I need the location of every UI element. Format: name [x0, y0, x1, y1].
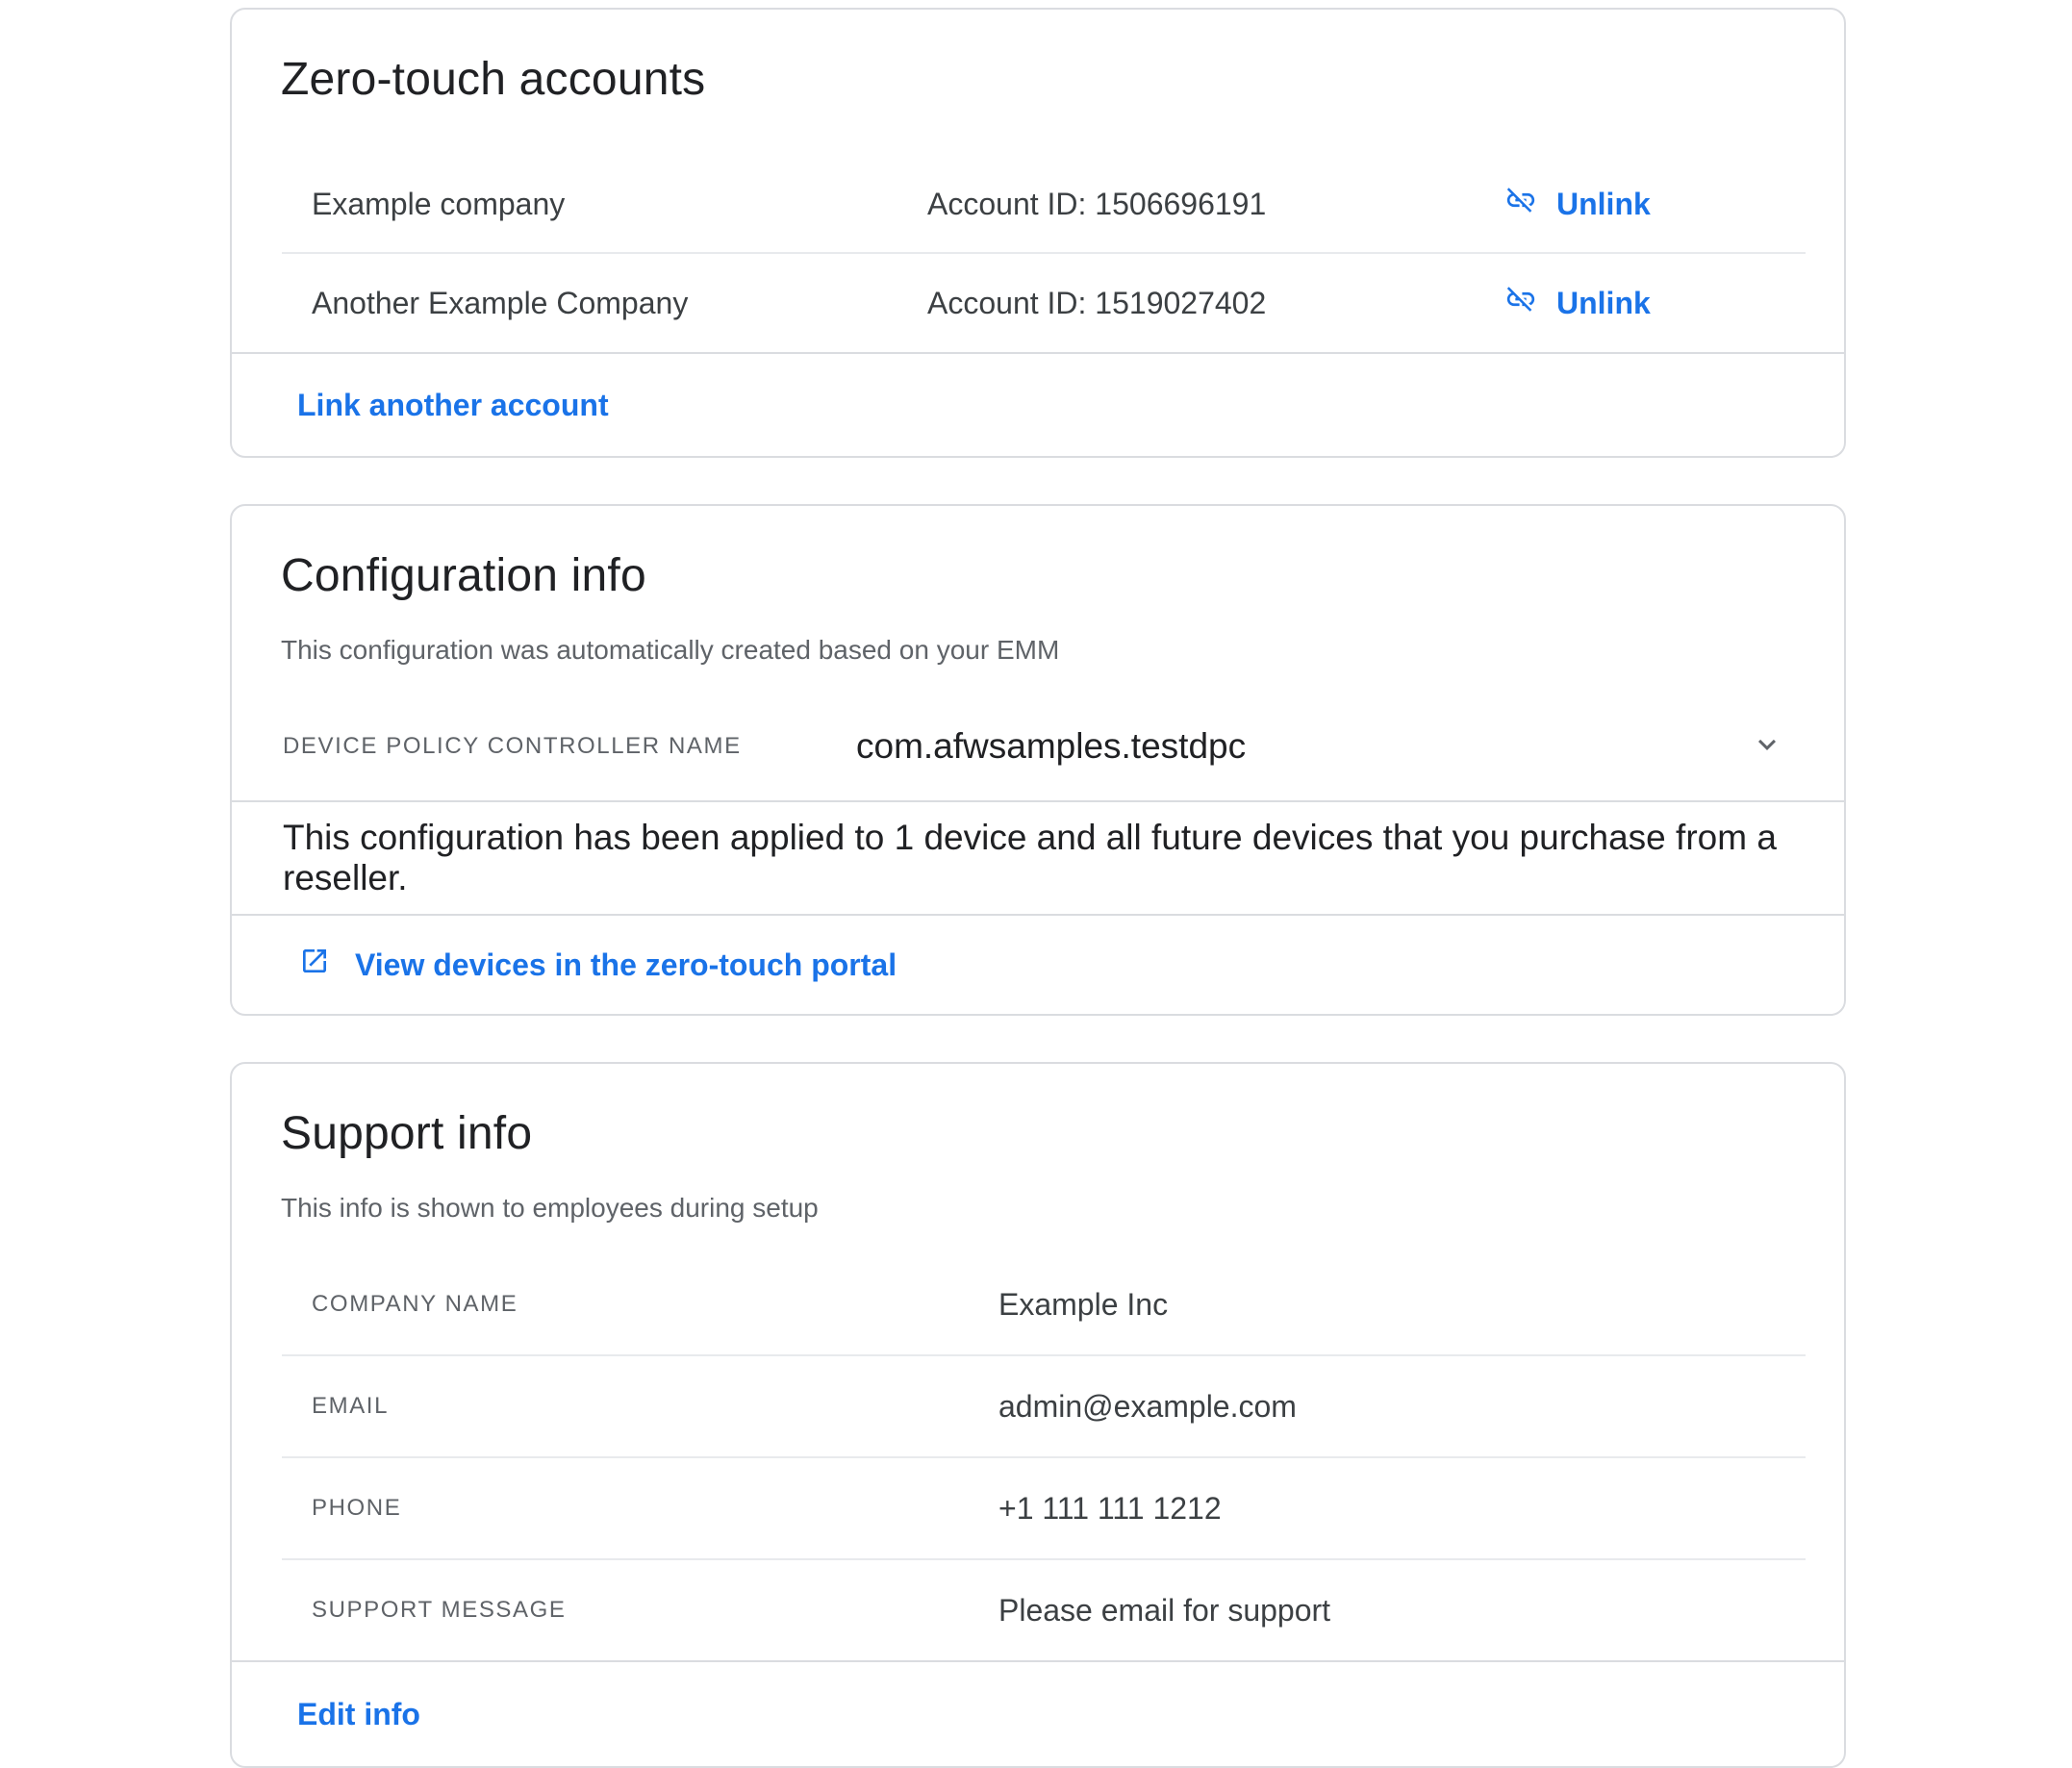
- table-row: [282, 1558, 1806, 1660]
- support-card-title: Support info: [281, 1108, 533, 1159]
- support-message-label: SUPPORT MESSAGE: [312, 1597, 567, 1623]
- email-value: admin@example.com: [998, 1388, 1297, 1424]
- zero-touch-card-title: Zero-touch accounts: [281, 54, 706, 105]
- edit-info-link[interactable]: Edit info: [297, 1696, 420, 1731]
- company-name-label: COMPANY NAME: [312, 1291, 518, 1317]
- view-devices-link-label: View devices in the zero-touch portal: [355, 947, 897, 982]
- account-name: Example company: [312, 186, 566, 221]
- table-row: [282, 1456, 1806, 1558]
- unlink-button-label: Unlink: [1556, 186, 1651, 221]
- phone-value: +1 111 111 1212: [998, 1490, 1222, 1526]
- configuration-card-subtitle: This configuration was automatically created based on your EMM: [281, 635, 1060, 665]
- view-devices-row: [232, 916, 1844, 1014]
- unlink-button[interactable]: [1504, 283, 1651, 323]
- company-name-value: Example Inc: [998, 1286, 1169, 1322]
- phone-label: PHONE: [312, 1495, 402, 1521]
- email-label: EMAIL: [312, 1393, 390, 1419]
- view-devices-link[interactable]: [299, 946, 897, 984]
- table-row: [282, 1254, 1806, 1354]
- configuration-card-header: [232, 506, 1844, 669]
- support-info-table: [282, 1254, 1806, 1660]
- support-card-footer: [232, 1660, 1844, 1766]
- unlink-button-label: Unlink: [1556, 285, 1651, 320]
- table-row: [282, 1354, 1806, 1456]
- account-name: Another Example Company: [312, 285, 689, 320]
- account-id: Account ID: 1506696191: [927, 186, 1267, 221]
- dpc-name-label: DEVICE POLICY CONTROLLER NAME: [283, 733, 742, 759]
- zero-touch-card-footer: [232, 352, 1844, 456]
- chevron-down-icon[interactable]: [1750, 727, 1784, 767]
- configuration-card-title: Configuration info: [281, 550, 646, 601]
- configuration-info-card: [230, 504, 1846, 1016]
- link-off-icon: [1504, 184, 1537, 224]
- configuration-applied-text: This configuration has been applied to 1 device and all future devices that you purchase from a reseller.: [283, 818, 1777, 897]
- account-row: [282, 156, 1806, 252]
- open-in-new-icon: [299, 946, 330, 984]
- zero-touch-account-list: [282, 156, 1806, 352]
- link-another-account-link[interactable]: Link another account: [297, 387, 609, 422]
- support-info-card: [230, 1062, 1846, 1768]
- device-policy-controller-selector[interactable]: [232, 693, 1844, 800]
- unlink-button[interactable]: [1504, 184, 1651, 224]
- dpc-name-value: com.afwsamples.testdpc: [856, 726, 1247, 766]
- support-card-subtitle: This info is shown to employees during setup: [281, 1193, 819, 1223]
- link-off-icon: [1504, 283, 1537, 323]
- zero-touch-card-header: [232, 10, 1844, 110]
- zero-touch-accounts-card: [230, 8, 1846, 458]
- account-row: [282, 252, 1806, 352]
- support-card-header: [232, 1064, 1844, 1227]
- account-id: Account ID: 1519027402: [927, 285, 1267, 320]
- support-message-value: Please email for support: [998, 1592, 1331, 1628]
